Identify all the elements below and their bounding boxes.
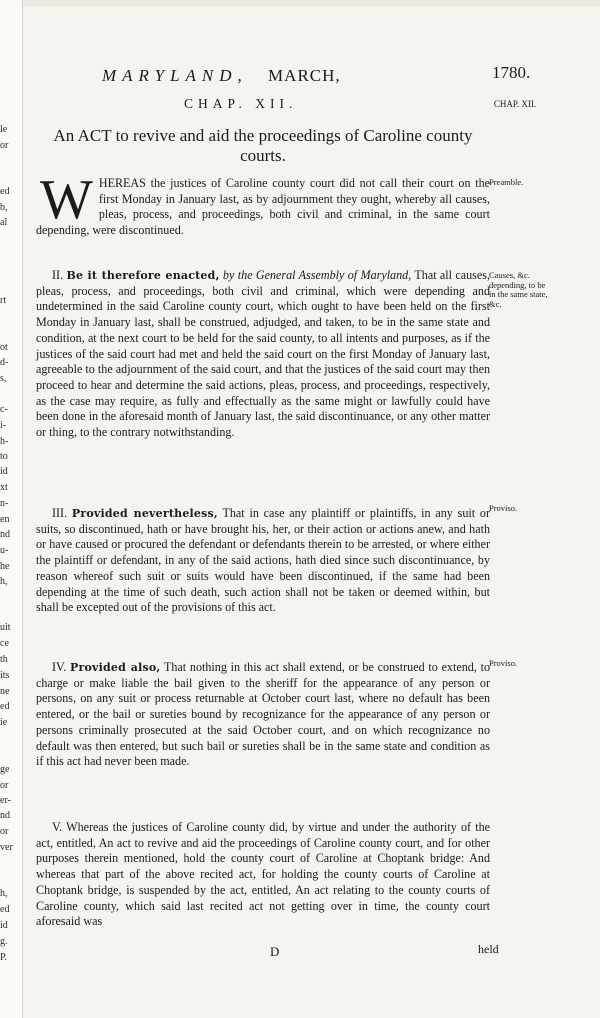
facing-page-fragment: to xyxy=(0,451,8,462)
facing-page-fragment: d- xyxy=(0,357,9,368)
facing-page-fragment: nd xyxy=(0,810,10,821)
page-top-edge xyxy=(22,0,600,6)
act-title: An ACT to revive and aid the proceedings of Caroline county courts. xyxy=(53,126,473,165)
section-3-text: That in case any plaintiff or plaintiffs, in any suit or suits, so discontinued, hath or have brought his, her, or their action or actions anew, and hath or have caused or procured the defendant or defendants therein to be arrested, or where either the plaintiff or defendant, in any of the said actions, hath died since such discontinuance, by reason whereof such suit or suits would have been discontinued, if the same had been depending at the time of such death, such action shall not be taken or deemed within, but shall be excepted out of the provisions of this act. xyxy=(36,506,490,615)
facing-page-fragment: i- xyxy=(0,420,7,431)
running-head-year: 1780. xyxy=(492,63,531,82)
margin-note: Proviso. xyxy=(489,658,518,668)
facing-page-fragment: th xyxy=(0,654,8,665)
facing-page-fragment: ce xyxy=(0,638,9,649)
facing-page-fragment: u- xyxy=(0,545,9,556)
running-head-state xyxy=(102,66,341,86)
facing-page-fragment: its xyxy=(0,670,10,681)
facing-page-fragment: uit xyxy=(0,622,11,633)
facing-page-fragment: b, xyxy=(0,202,8,213)
state-name: MARYLAND, xyxy=(102,66,248,85)
facing-page-fragment: g. xyxy=(0,936,8,947)
facing-page-fragment: xt xyxy=(0,482,8,493)
section-5-paragraph: V. Whereas the justices of Caroline county did, by virtue and under the authority of the act, entitled, An act to revive and aid the proceedings of Caroline county court, and for other purposes therein mentioned, hold the county court of Caroline at Choptank bridge: And whereas that part of the above recited act, for holding the county courts of Caroline at Choptank bridge, is suspended by the act, entitled, An act relating to the county courts of Caroline county, which said last recited act not getting over in time, the county court aforesaid was xyxy=(36,820,490,929)
facing-page-fragment: ed xyxy=(0,904,10,915)
margin-note: Causes, &c. depending, to be in the same state, &c. xyxy=(489,270,548,309)
chapter-margin-label: CHAP. XII. xyxy=(493,99,537,109)
margin-note: Proviso. xyxy=(489,503,518,513)
section-2-enacting-clause: Be it therefore enacted, xyxy=(66,269,220,282)
facing-page-fragment: le xyxy=(0,124,8,135)
facing-page-fragment: id xyxy=(0,920,8,931)
section-4-numeral: IV. xyxy=(52,660,67,674)
facing-page-fragment: or xyxy=(0,780,9,791)
facing-page-fragment: ne xyxy=(0,686,10,697)
section-3-numeral: III. xyxy=(52,506,68,520)
chapter-heading: CHAP. XII. xyxy=(184,96,298,111)
facing-page-fragment: he xyxy=(0,561,10,572)
facing-page-fragment: h, xyxy=(0,888,8,899)
section-4-text: That nothing in this act shall extend, or be construed to extend, to charge or make liable the bail given to the sheriff for the appearance of any person or persons, on any suit or process returnable at October court last, where no default has been entered, or the bail or sureties bound by recognizance for the appearance of any person or persons criminally prosecuted at the said October court, and on which recognizance no default was then entered, but such bail or sureties shall be in the same state and condition as if this act had never been made. xyxy=(36,660,491,769)
section-2-assembly: by the General Assembly of Maryland, xyxy=(219,268,412,282)
facing-page-fragment: ot xyxy=(0,342,8,353)
facing-page-fragment: ie xyxy=(0,717,8,728)
facing-page-fragment: er- xyxy=(0,795,11,806)
drop-cap: W xyxy=(40,169,93,231)
facing-page-fragment: en xyxy=(0,514,10,525)
facing-page-fragment: n- xyxy=(0,498,9,509)
section-3-paragraph xyxy=(36,506,490,616)
section-4-paragraph xyxy=(36,660,490,770)
preamble-text: HEREAS the justices of Caroline county court did not call their court on the first Monday in January last, as by adjournment they ought, whereby all causes, pleas, process, and proceedings, both civil and criminal, in the same court depending, were discontinued. xyxy=(36,176,490,238)
facing-page-fragment: nd xyxy=(0,529,10,540)
facing-page-gutter xyxy=(0,0,23,1018)
facing-page-fragment: rt xyxy=(0,295,7,306)
section-4-proviso: Provided also, xyxy=(70,661,161,674)
facing-page-fragment: ver xyxy=(0,842,13,853)
facing-page-fragment: ed xyxy=(0,701,10,712)
facing-page-fragment: h- xyxy=(0,436,9,447)
facing-page-fragment: P. xyxy=(0,952,7,963)
facing-page-fragment: id xyxy=(0,466,8,477)
section-2-text: That all causes, pleas, process, and proceedings, both civil and criminal, which were depending and undetermined in the said Caroline county court, which ought to have been held on the first Monday in January last, shall be construed, adjudged, and taken, to be in the same state and condition, at the next court to be held for the said county, to all intents and purposes, as if the justices of the said court had met and held the said court on the first Monday of January last, agreeable to the adjournment of the said court, and that the justices of the said court may then proceed to hear and determine the said actions, pleas, process, and proceedings, respectively, as the case may require, as fully and effectually as the same might or lawfully could have been done in the aforesaid month of January last, the said discontinuance, or any other matter or thing, to the contrary notwithstanding. xyxy=(36,268,490,440)
section-3-proviso: Provided nevertheless, xyxy=(71,507,218,520)
section-2-numeral: II. xyxy=(52,268,64,282)
facing-page-fragment: s, xyxy=(0,373,7,384)
catchword: held xyxy=(478,942,499,956)
margin-note: Preamble. xyxy=(489,177,524,187)
facing-page-fragment: al xyxy=(0,217,8,228)
month: MARCH, xyxy=(268,66,341,85)
facing-page-fragment: ed xyxy=(0,186,10,197)
preamble-paragraph xyxy=(36,169,490,239)
facing-page-fragment: or xyxy=(0,140,9,151)
facing-page-fragment: or xyxy=(0,826,9,837)
facing-page-fragment: h, xyxy=(0,576,8,587)
facing-page-fragment: ge xyxy=(0,764,10,775)
facing-page-fragment: c- xyxy=(0,404,8,415)
section-2-paragraph xyxy=(36,268,490,441)
signature-mark: D xyxy=(270,944,280,959)
